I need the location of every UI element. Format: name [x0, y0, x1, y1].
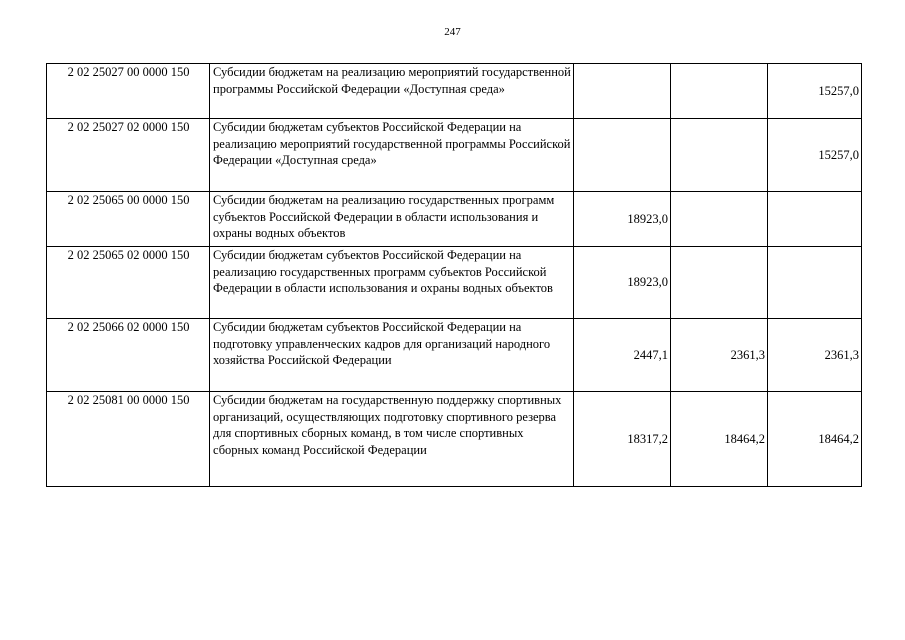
amount-cell-1: 18317,2 — [574, 392, 671, 487]
description-cell: Субсидии бюджетам субъектов Российской Федерации на подготовку управленческих кадров для организаций народного хозяйства Российской Федерации — [210, 319, 574, 392]
amount-cell-3: 2361,3 — [768, 319, 862, 392]
amount-cell-3: 18464,2 — [768, 392, 862, 487]
budget-code-cell: 2 02 25027 00 0000 150 — [47, 64, 210, 119]
amount-cell-3: 15257,0 — [768, 119, 862, 192]
description-cell: Субсидии бюджетам на государственную поддержку спортивных организаций, осуществляющих подготовку спортивного резерва для спортивных сборных команд, в том числе спортивных сборных команд Российской Федерации — [210, 392, 574, 487]
amount-cell-3 — [768, 247, 862, 319]
description-cell: Субсидии бюджетам субъектов Российской Федерации на реализацию мероприятий государственной программы Российской Федерации «Доступная среда» — [210, 119, 574, 192]
amount-cell-1 — [574, 119, 671, 192]
amount-cell-2 — [671, 247, 768, 319]
amount-cell-2: 18464,2 — [671, 392, 768, 487]
table-row — [47, 192, 862, 247]
budget-code-cell: 2 02 25027 02 0000 150 — [47, 119, 210, 192]
amount-cell-2 — [671, 192, 768, 247]
amount-cell-1: 18923,0 — [574, 192, 671, 247]
budget-code-cell: 2 02 25081 00 0000 150 — [47, 392, 210, 487]
page-number: 247 — [444, 26, 461, 38]
table-row — [47, 319, 862, 392]
budget-code-cell: 2 02 25065 02 0000 150 — [47, 247, 210, 319]
table-row — [47, 64, 862, 119]
budget-code-cell: 2 02 25066 02 0000 150 — [47, 319, 210, 392]
amount-cell-3 — [768, 192, 862, 247]
table-row — [47, 392, 862, 487]
amount-cell-2 — [671, 119, 768, 192]
table-row — [47, 247, 862, 319]
amount-cell-1 — [574, 64, 671, 119]
amount-cell-3: 15257,0 — [768, 64, 862, 119]
description-cell: Субсидии бюджетам на реализацию мероприятий государственной программы Российской Федерации «Доступная среда» — [210, 64, 574, 119]
description-cell: Субсидии бюджетам на реализацию государственных программ субъектов Российской Федерации в области использования и охраны водных объектов — [210, 192, 574, 247]
amount-cell-2: 2361,3 — [671, 319, 768, 392]
amount-cell-1: 18923,0 — [574, 247, 671, 319]
budget-table — [46, 63, 862, 487]
budget-code-cell: 2 02 25065 00 0000 150 — [47, 192, 210, 247]
amount-cell-2 — [671, 64, 768, 119]
description-cell: Субсидии бюджетам субъектов Российской Федерации на реализацию государственных программ субъектов Российской Федерации в области использования и охраны водных объектов — [210, 247, 574, 319]
table-row — [47, 119, 862, 192]
amount-cell-1: 2447,1 — [574, 319, 671, 392]
